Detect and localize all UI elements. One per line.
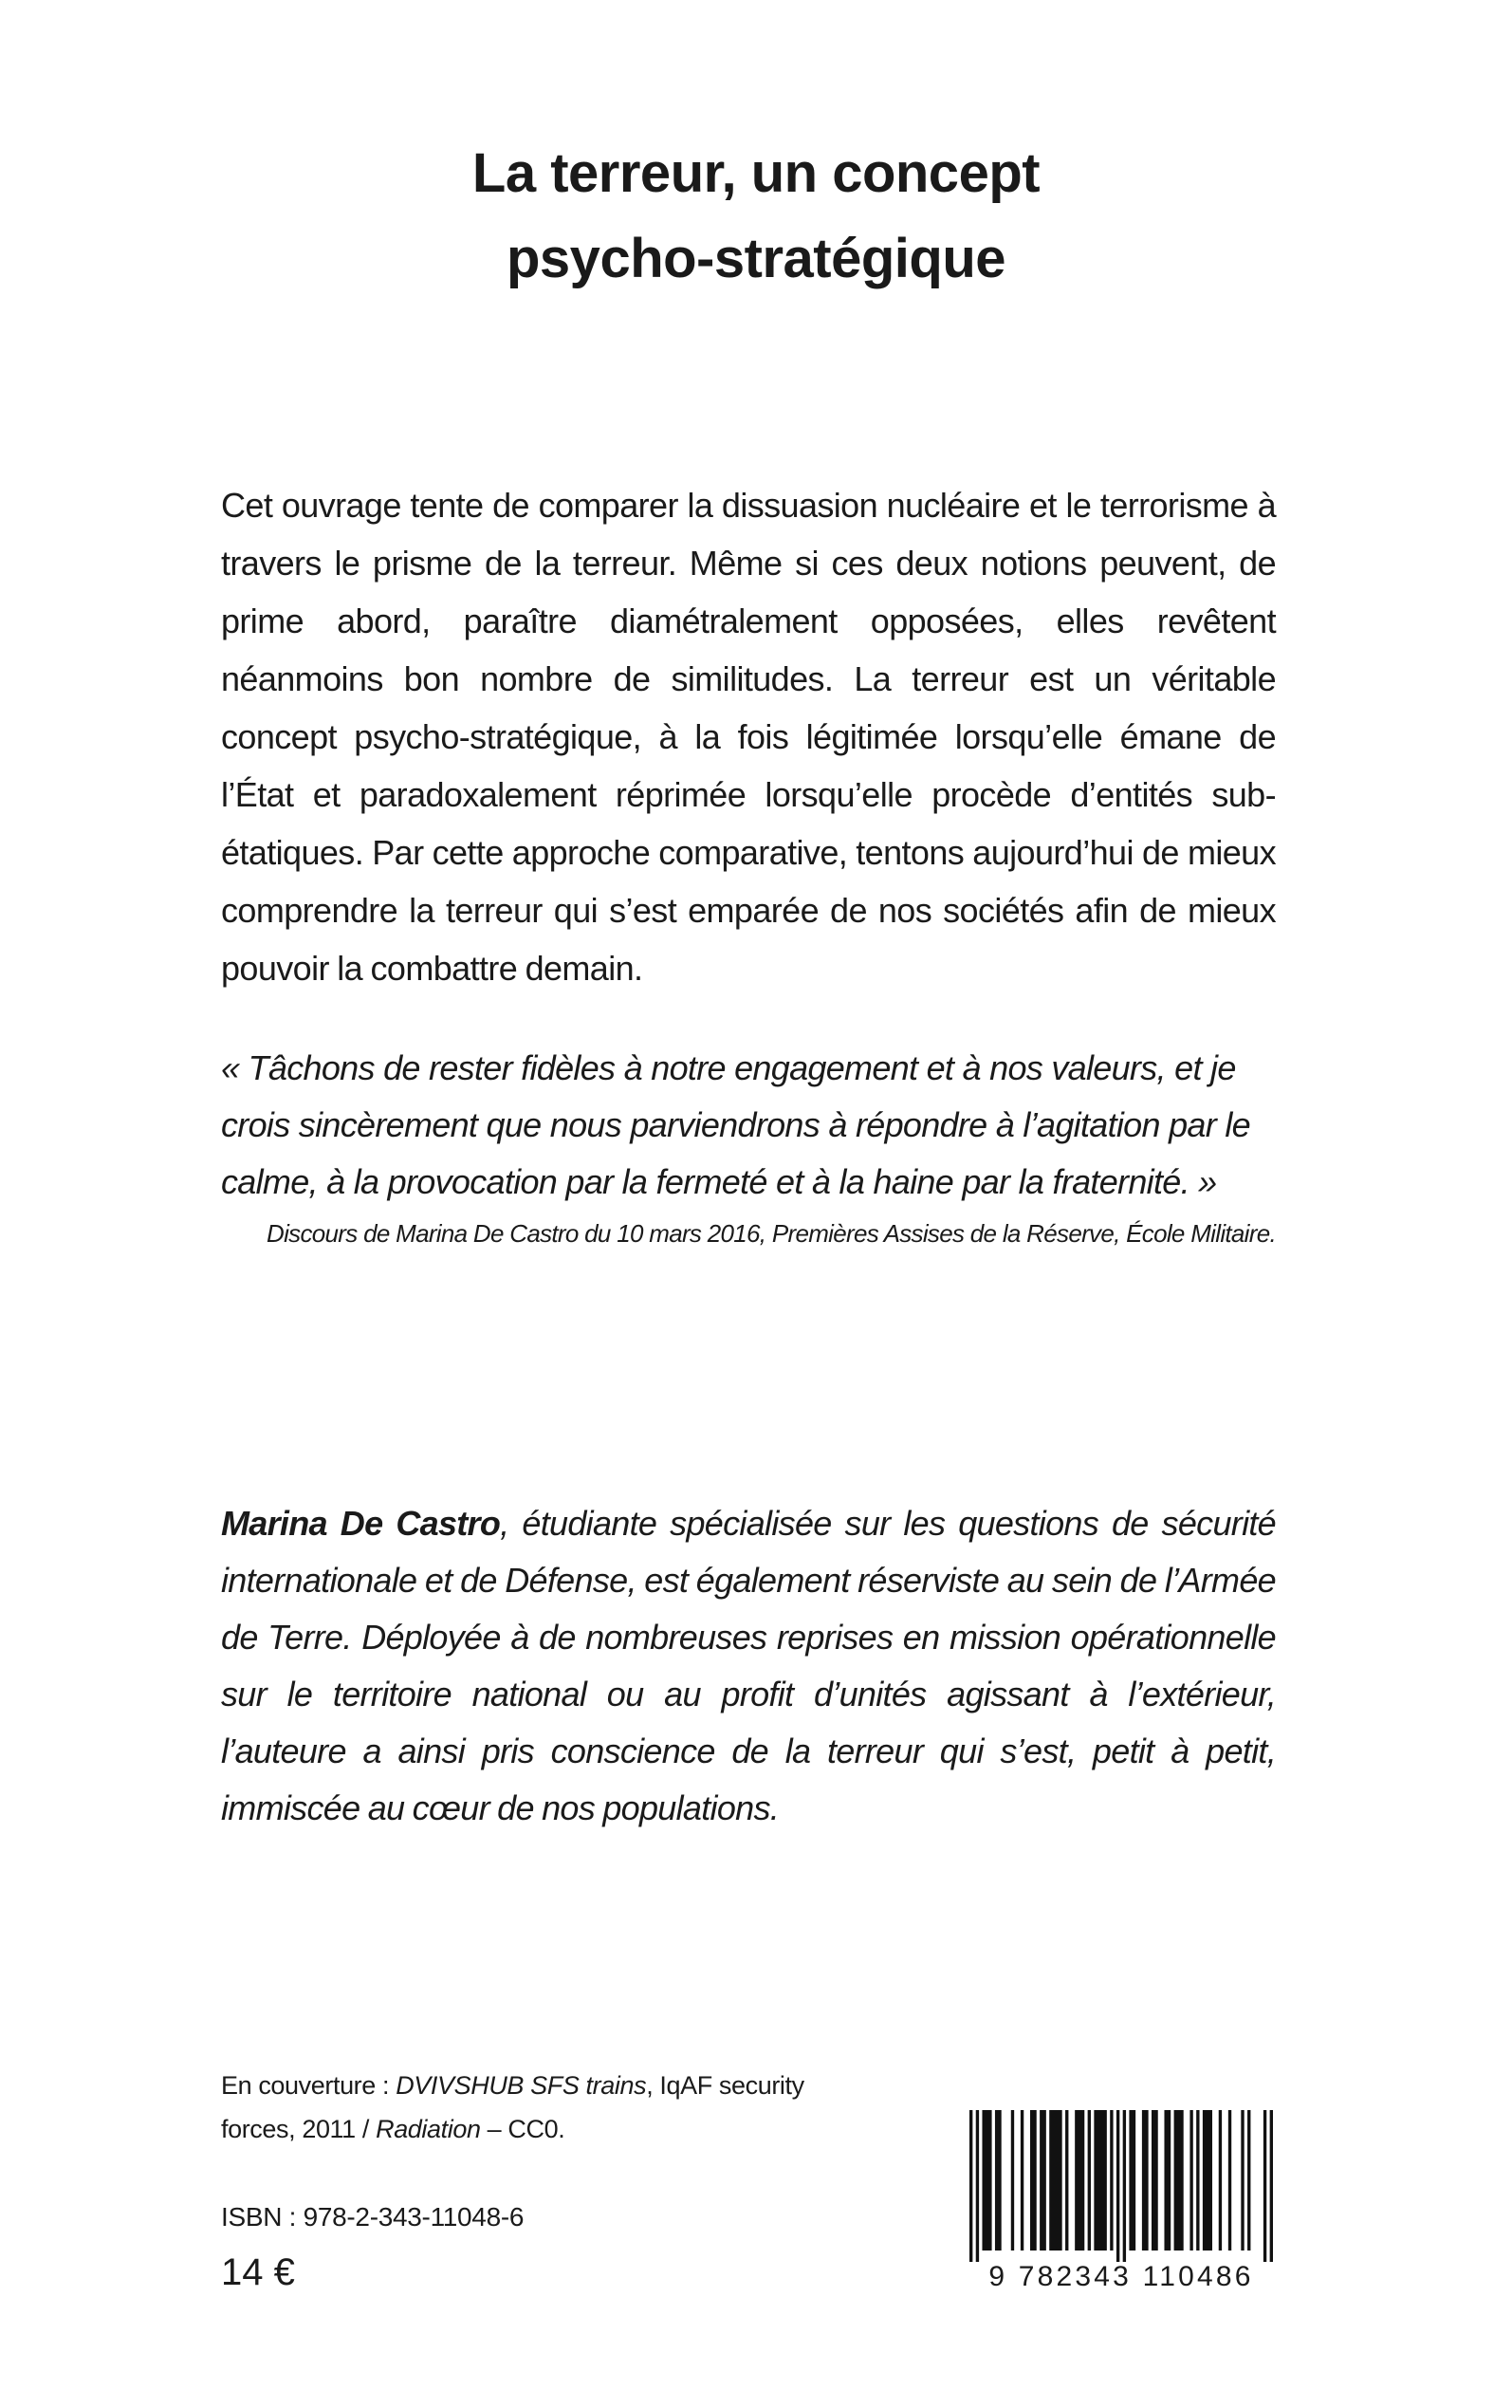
barcode-bar — [1196, 2110, 1199, 2251]
barcode-bar — [1164, 2110, 1171, 2251]
barcode-bar — [1040, 2110, 1046, 2251]
barcode-bar — [1021, 2110, 1023, 2251]
epigraph-source: Discours de Marina De Castro du 10 mars 2016, Premières Assises de la Réserve, École Militaire. — [267, 1219, 1276, 1248]
barcode-bar — [1116, 2110, 1119, 2262]
cover-credit-work-title: DVIVSHUB SFS trains — [396, 2071, 647, 2100]
barcode-bar — [1203, 2110, 1212, 2251]
barcode-bar — [1110, 2110, 1113, 2251]
barcode-bar — [1075, 2110, 1084, 2251]
author-name: Marina De Castro — [221, 1504, 501, 1543]
book-title-line-2: psycho-stratégique — [507, 228, 1005, 289]
barcode-bar — [1228, 2110, 1231, 2251]
cover-credit-source: Radiation — [376, 2115, 481, 2143]
cover-credit-prefix: En couverture : — [221, 2071, 396, 2100]
barcode-bar — [969, 2110, 972, 2262]
barcode-bar — [982, 2110, 991, 2251]
cover-credit — [221, 2064, 809, 2151]
barcode-bar — [1174, 2110, 1184, 2251]
book-summary: Cet ouvrage tente de comparer la dissuasion nucléaire et le terrorisme à travers le prisme de la terreur. Même si ces deux notions peuvent, de prime abord, paraître diamétralement opposées, elles revêtent néanmoins bon nombre de similitudes. La terreur est un véritable concept psycho-stratégique, à la fois légitimée lorsqu’elle émane de l’État et paradoxalement réprimée lorsqu’elle procède d’entités sub-étatiques. Par cette approche comparative, tentons aujourd’hui de mieux comprendre la terreur qui s’est emparée de nos sociétés afin de mieux pouvoir la combattre demain. — [221, 486, 1276, 988]
barcode-bar — [1189, 2110, 1192, 2251]
barcode-bar — [1152, 2110, 1158, 2251]
barcode-bar — [995, 2110, 1002, 2251]
barcode-bar — [976, 2110, 979, 2262]
epigraph-quote: « Tâchons de rester fidèles à notre engagement et à nos valeurs, et je crois sincèrement que nous parviendrons à répondre à l’agitation par le calme, à la provocation par la fermeté et à la haine par la fraternité. » — [221, 1048, 1250, 1201]
isbn-number: ISBN : 978-2-343-11048-6 — [221, 2202, 525, 2232]
cover-credit-middle: , IqAF security forces, 2011 / — [221, 2071, 804, 2143]
barcode-bar — [1241, 2110, 1244, 2251]
price: 14 € — [221, 2251, 295, 2293]
barcode-bar — [1088, 2110, 1091, 2251]
cover-credit-license: – CC0. — [480, 2115, 565, 2143]
barcode-digits: 9 782343 110486 — [988, 2261, 1254, 2292]
barcode-bar — [1011, 2110, 1014, 2251]
book-title-line-1: La terreur, un concept — [471, 142, 1041, 204]
barcode-bar — [1142, 2110, 1149, 2251]
barcode-bar — [1129, 2110, 1135, 2251]
barcode-bars — [969, 2110, 1273, 2262]
barcode-bar — [1247, 2110, 1250, 2251]
book-title — [0, 131, 1512, 302]
barcode-bar — [1270, 2110, 1273, 2262]
barcode-bar — [1123, 2110, 1126, 2262]
barcode-bar — [1219, 2110, 1222, 2251]
author-bio — [221, 1495, 1276, 1837]
barcode-bar — [1065, 2110, 1068, 2251]
barcode-bar — [1049, 2110, 1061, 2251]
author-bio-text: , étudiante spécialisée sur les questions de sécurité internationale et de Défense, est également réserviste au sein de l’Armée de Terre. Déployée à de nombreuses reprises en mission opérationnelle sur le territoire national ou au profit d’unités agissant à l’extérieur, l’auteure a ainsi pris conscience de la terreur qui s’est, petit à petit, immiscée au cœur de nos populations. — [221, 1504, 1277, 1827]
barcode-bar — [1094, 2110, 1106, 2251]
barcode-bar — [1263, 2110, 1266, 2262]
barcode-bar — [1030, 2110, 1037, 2251]
